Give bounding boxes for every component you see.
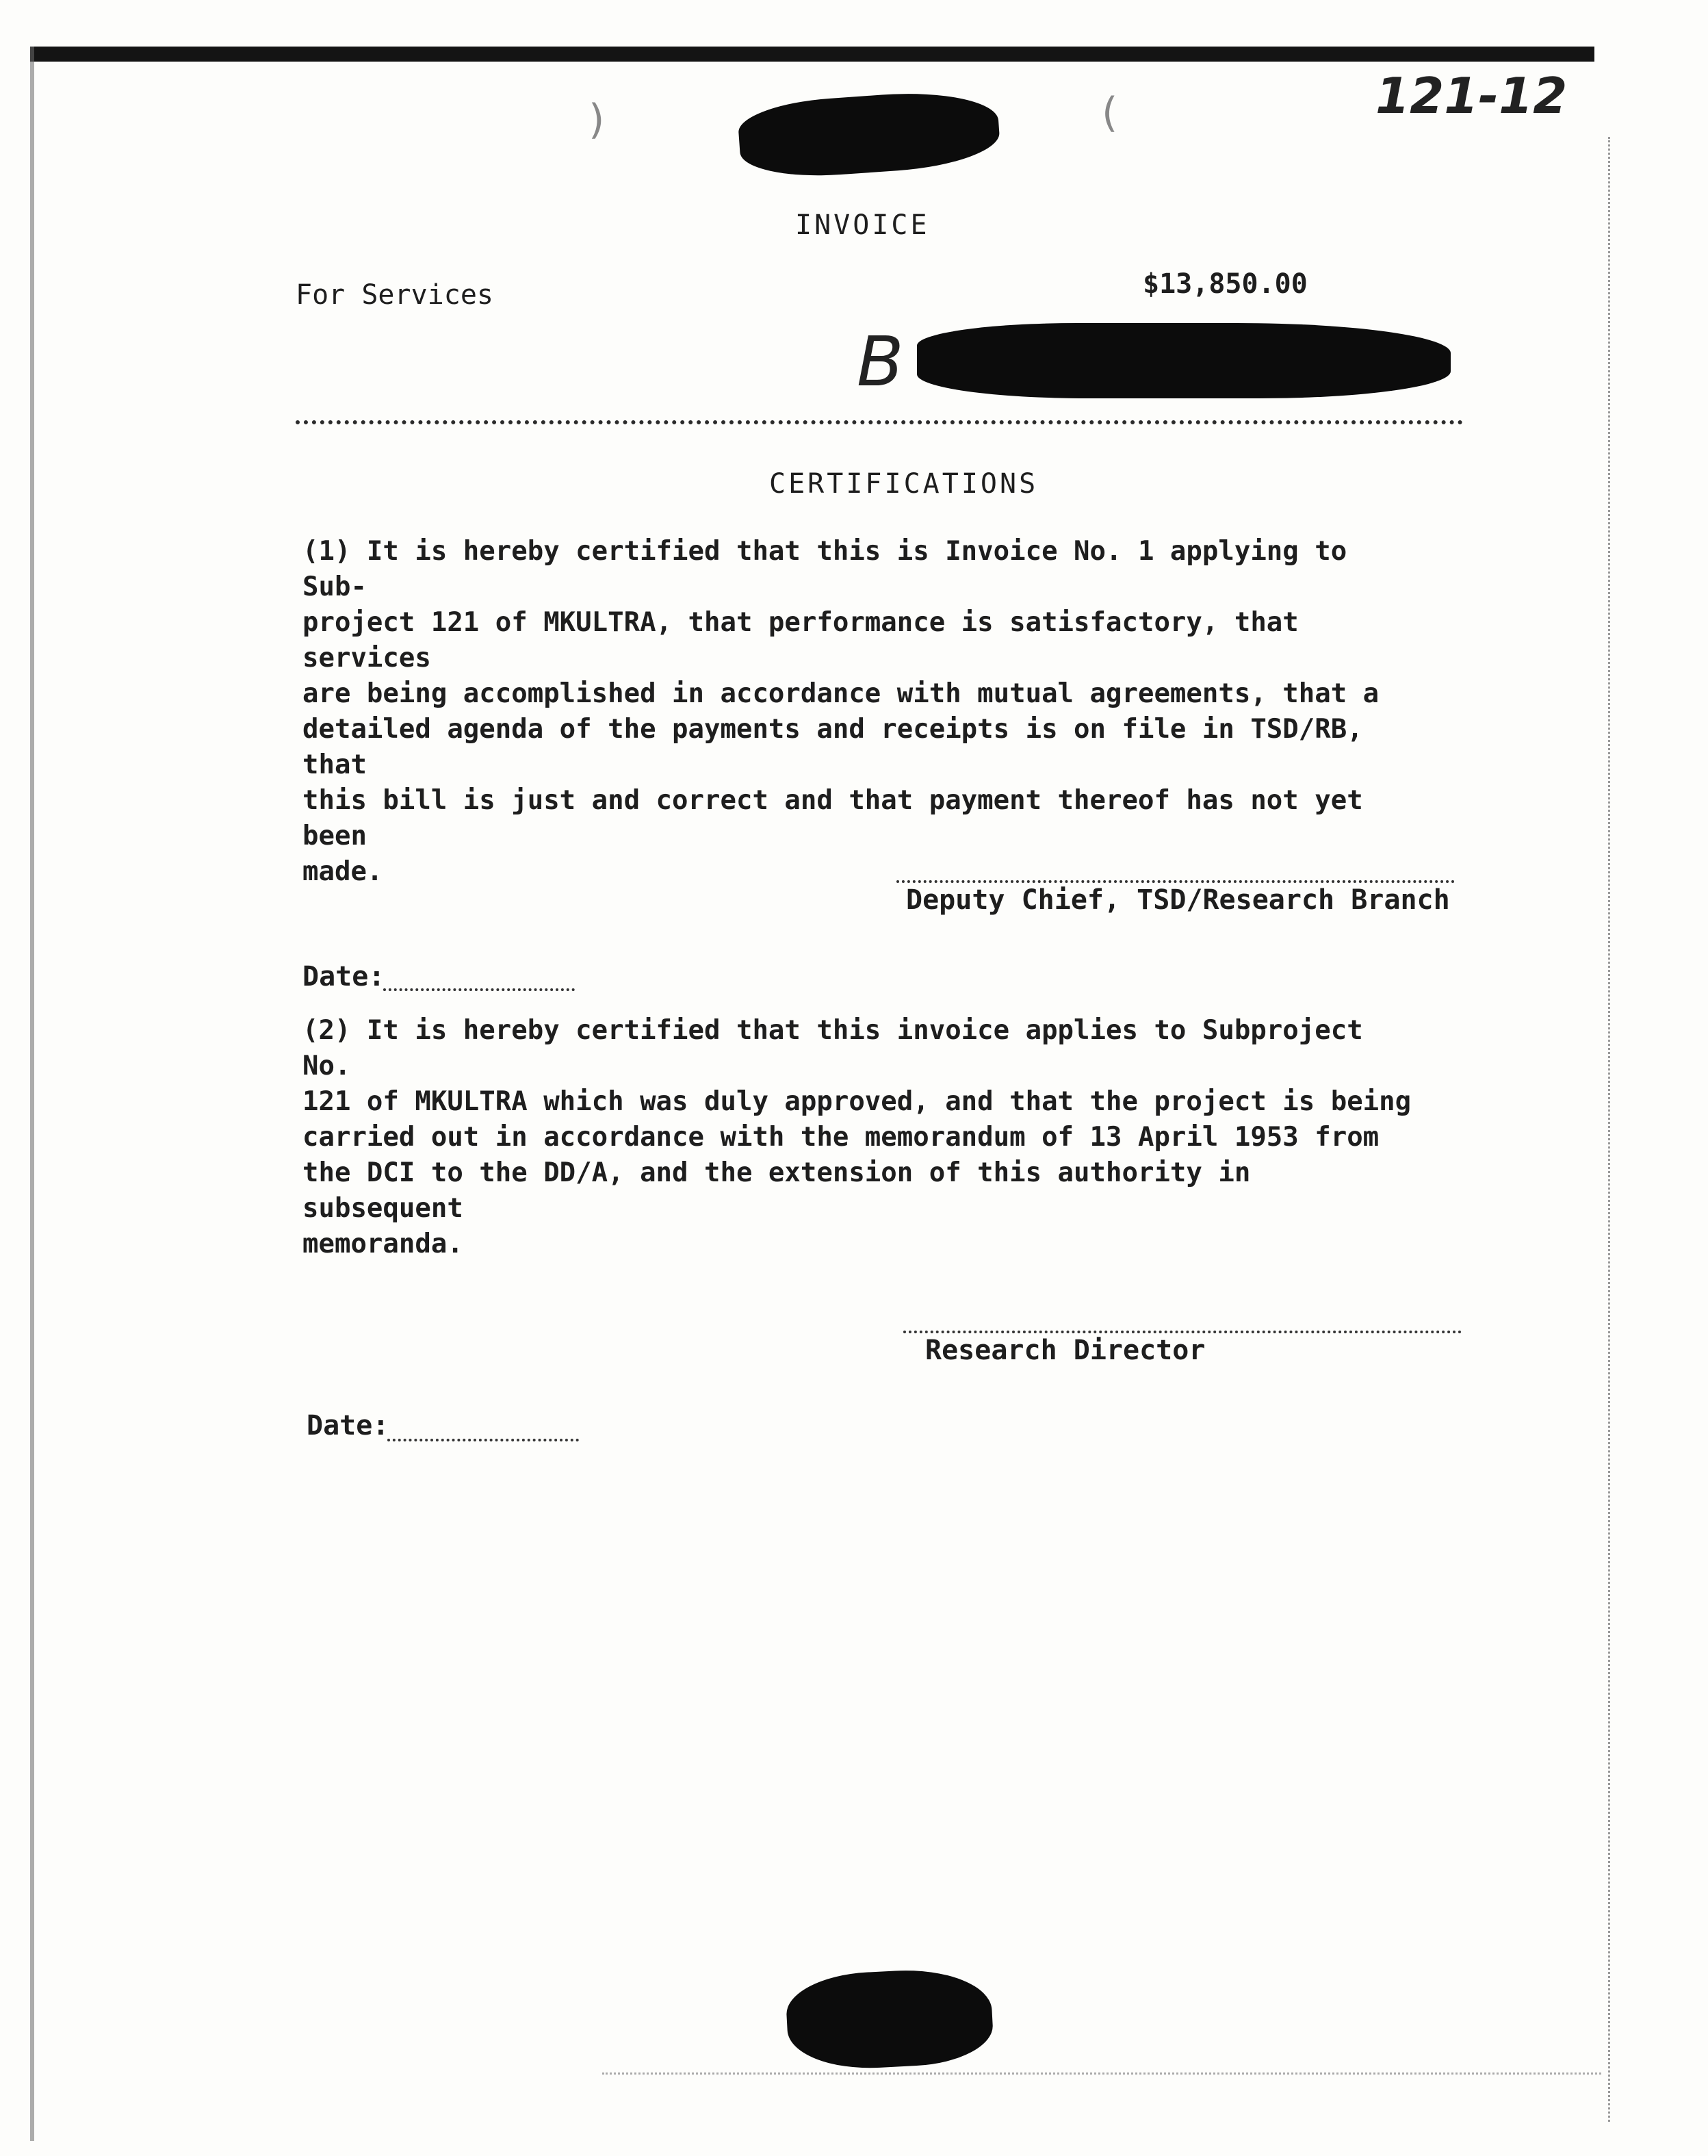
date-line-2	[387, 1439, 579, 1441]
divider	[296, 420, 1463, 424]
scan-top-border	[30, 47, 1594, 62]
certifications-title: CERTIFICATIONS	[769, 468, 1039, 500]
page-title: INVOICE	[795, 209, 930, 241]
services-amount: $13,850.00	[1143, 268, 1308, 300]
redaction-top	[737, 87, 1002, 181]
signature-line-2	[903, 1331, 1462, 1333]
scan-bottom-edge	[602, 2072, 1601, 2077]
signature-label-1: Deputy Chief, TSD/Research Branch	[906, 884, 1450, 916]
date-label-1: Date:	[302, 961, 385, 992]
signature-label-2: Research Director	[925, 1335, 1206, 1366]
redaction-bottom	[785, 1966, 995, 2072]
page-number: 121-12	[1375, 67, 1568, 125]
stamp-mark-left: )	[588, 96, 605, 144]
certification-paragraph-1: (1) It is hereby certified that this is Invoice No. 1 applying to Sub- project 121 of MKULTRA, that performance is satisfactory, that services are being accomplished in accordance with mutual agreements, that a detailed agenda of the payments and receipts is on file in TSD/RB, that this bill is just and correct and that payment thereof has not yet been made.	[302, 536, 1380, 887]
signature-line-1	[896, 880, 1455, 883]
stamp-mark: (	[1102, 89, 1118, 137]
date-line-1	[383, 988, 575, 991]
redaction-center	[917, 323, 1451, 398]
scan-right-edge	[1608, 137, 1612, 2122]
date-label-2: Date:	[307, 1410, 389, 1441]
services-label: For Services	[296, 279, 493, 311]
handwritten-initial: B	[857, 322, 904, 402]
certification-paragraph-2: (2) It is hereby certified that this invoice applies to Subproject No. 121 of MKULTRA which was duly approved, and that the project is being carried out in accordance with the memorandum of 13 April 1953 from the DCI to the DD/A, and the extension of this authority in subsequent memoranda.	[302, 1015, 1412, 1259]
scan-left-edge	[30, 47, 34, 2141]
